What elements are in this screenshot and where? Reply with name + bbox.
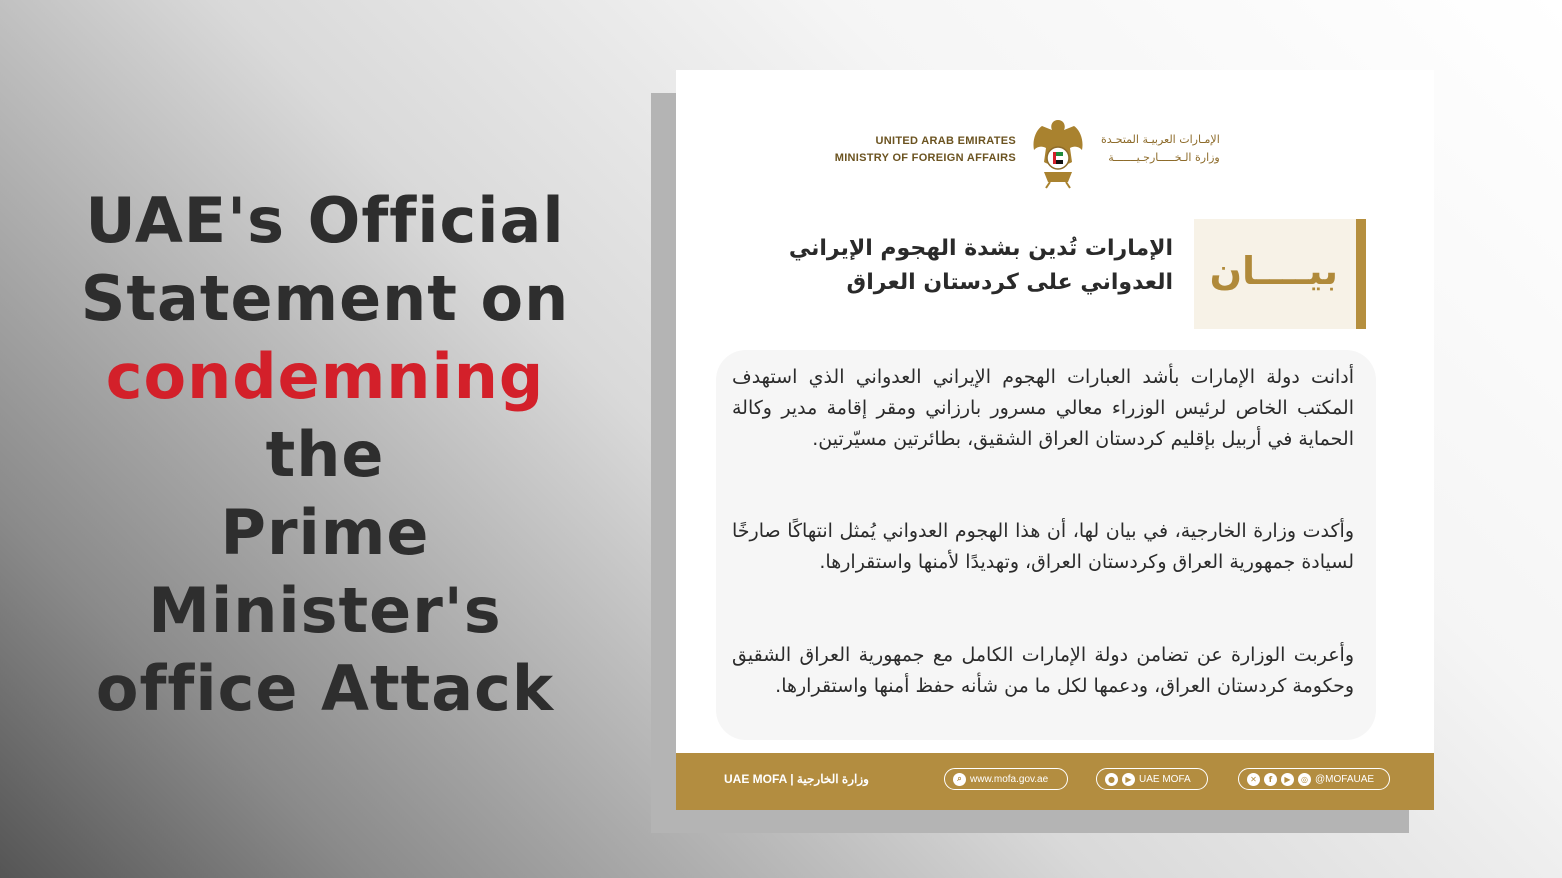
x-icon: ✕ bbox=[1247, 773, 1260, 786]
header-en-line-1: UNITED ARAB EMIRATES bbox=[875, 135, 1016, 147]
footer-brand: UAE MOFA | وزارة الخارجية bbox=[724, 772, 869, 786]
statement-title: الإمارات تُدين بشدة الهجوم الإيراني العدواني على كردستان العراق bbox=[788, 236, 1173, 295]
headline-line-2: Statement on bbox=[80, 262, 570, 335]
headline bbox=[40, 182, 610, 728]
video-channels-link[interactable] bbox=[1096, 768, 1208, 790]
statement-body bbox=[716, 350, 1376, 740]
headline-line-5: office Attack bbox=[95, 652, 555, 725]
headline-line-1: UAE's Official bbox=[85, 184, 565, 257]
statement-paragraph-1: أدانت دولة الإمارات بأشد العبارات الهجوم الإيراني العدواني الذي استهدف المكتب الخاص لرئيس الوزراء معالي مسرور بارزاني ومقر إقامة مدير وكالة الحماية في أربيل بإقليم كردستان العراق الشقيق، بطائرتين مسيّرتين. bbox=[732, 366, 1354, 450]
video-channels-label: UAE MOFA bbox=[1139, 773, 1191, 785]
header-en-line-2: MINISTRY OF FOREIGN AFFAIRS bbox=[834, 152, 1016, 164]
headline-line-3 bbox=[40, 338, 610, 494]
header-ar-line-2: وزارة الـخـــــارجـيـــــــة bbox=[1108, 151, 1220, 164]
website-link[interactable] bbox=[944, 768, 1068, 790]
header-ar-line-1: الإمـارات العربيـة المتحـدة bbox=[1101, 133, 1220, 146]
instagram-icon: ◎ bbox=[1298, 773, 1311, 786]
mofa-header-english bbox=[835, 133, 1016, 167]
social-media-link[interactable] bbox=[1238, 768, 1390, 790]
card-footer bbox=[676, 753, 1434, 810]
website-label: www.mofa.gov.ae bbox=[970, 773, 1049, 785]
uae-falcon-emblem-icon bbox=[1028, 116, 1088, 190]
play-icon: ▶ bbox=[1122, 773, 1135, 786]
headline-line-3-rest: the bbox=[265, 418, 385, 491]
mofa-header-arabic bbox=[1101, 131, 1220, 167]
statement-label-box bbox=[1194, 219, 1366, 329]
social-handle: @MOFAUAE bbox=[1315, 773, 1375, 785]
camera-icon: ● bbox=[1105, 773, 1118, 786]
headline-line-4: Prime Minister's bbox=[148, 496, 502, 647]
facebook-icon: f bbox=[1264, 773, 1277, 786]
headline-highlight: condemning bbox=[105, 340, 545, 413]
youtube-icon: ▶ bbox=[1281, 773, 1294, 786]
statement-card bbox=[676, 70, 1434, 810]
statement-paragraph-3: وأعربت الوزارة عن تضامن دولة الإمارات الكامل مع جمهورية العراق الشقيق وحكومة كردستان العراق، ودعمها لكل ما من شأنه حفظ أمنها واستقرارها. bbox=[732, 644, 1354, 697]
search-icon: ⌕ bbox=[953, 773, 966, 786]
statement-paragraph-2: وأكدت وزارة الخارجية، في بيان لها، أن هذا الهجوم العدواني يُمثل انتهاكًا صارخًا لسيادة جمهورية العراق وكردستان العراق، وتهديدًا لأمنها واستقرارها. bbox=[732, 520, 1354, 573]
statement-label: بيــــان bbox=[1209, 249, 1338, 293]
